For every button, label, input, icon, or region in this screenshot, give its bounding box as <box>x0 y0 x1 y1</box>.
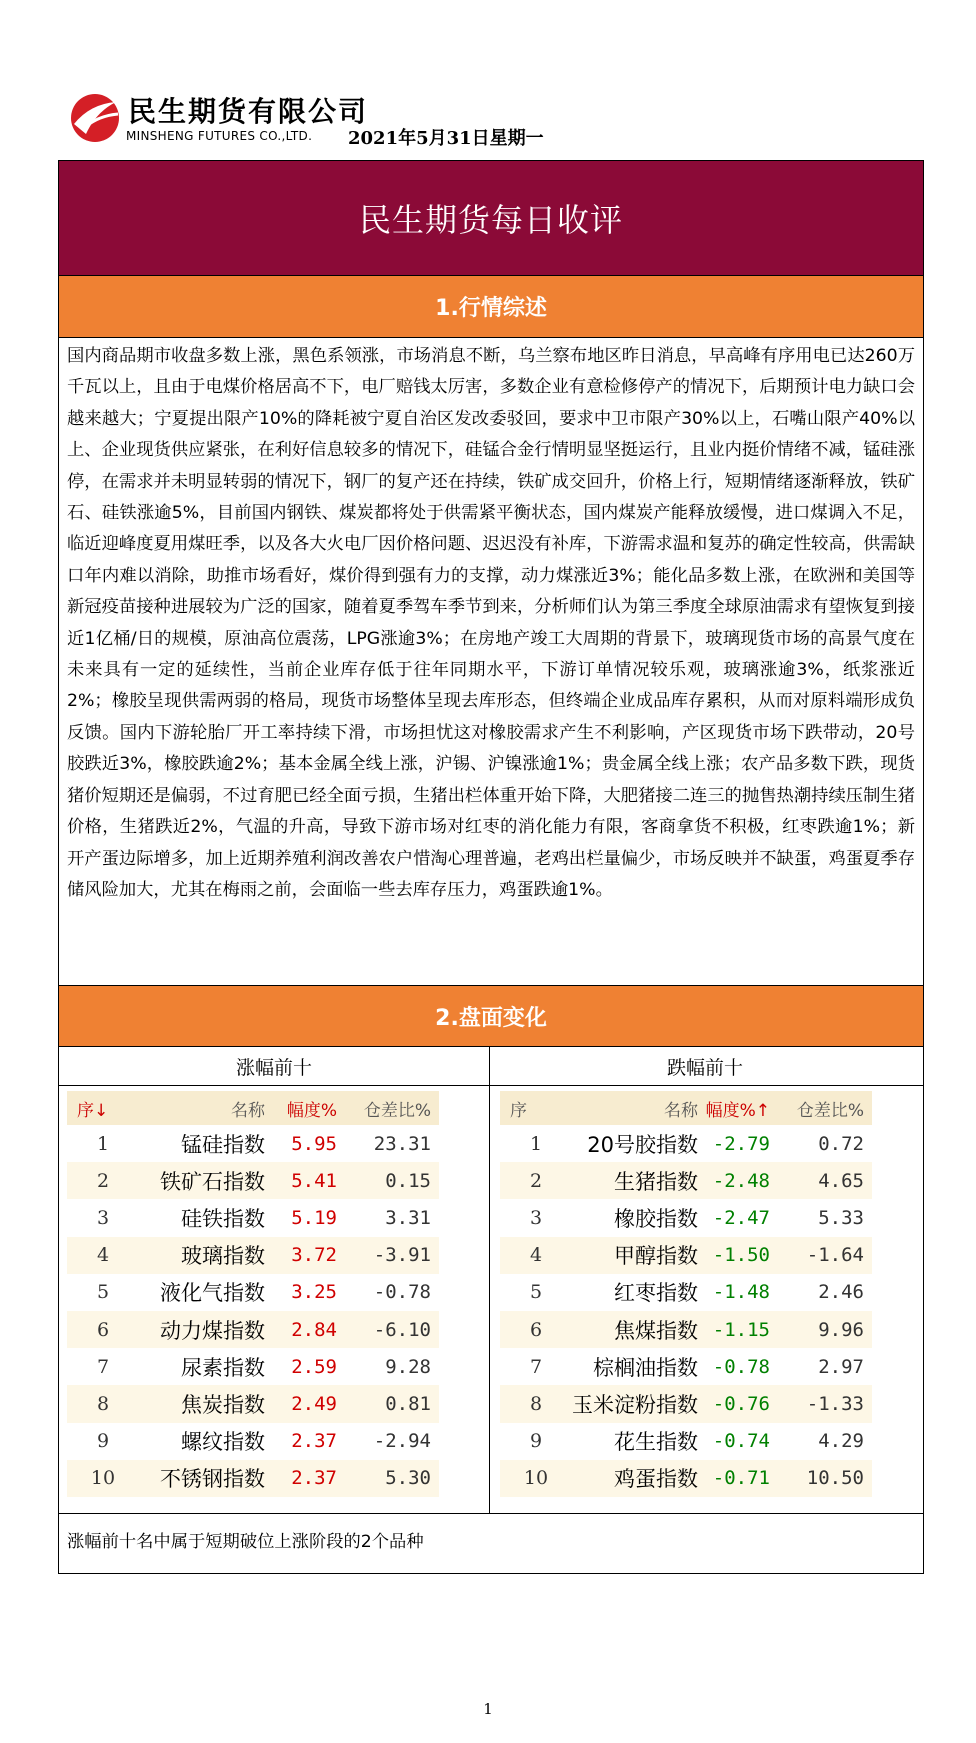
rank-cell: 6 <box>96 1318 110 1341</box>
change-pct-cell: -0.74 <box>712 1430 770 1453</box>
name-cell: 锰硅指数 <box>181 1132 265 1157</box>
rank-cell: 7 <box>529 1355 543 1378</box>
table-row <box>500 1348 872 1385</box>
rank-cell: 6 <box>529 1318 543 1341</box>
column-header-name: 名称 <box>664 1100 698 1121</box>
name-cell: 尿素指数 <box>181 1355 265 1380</box>
table-row <box>67 1423 439 1460</box>
section-heading-board-changes: 2.盘面变化 <box>59 985 923 1047</box>
rank-cell: 3 <box>529 1206 543 1229</box>
name-cell: 红枣指数 <box>614 1281 698 1306</box>
change-pct-cell: -1.50 <box>712 1244 770 1267</box>
rank-cell: 1 <box>96 1132 110 1155</box>
oi-diff-cell: 5.33 <box>818 1206 864 1229</box>
rank-cell: 3 <box>96 1206 110 1229</box>
rank-cell: 9 <box>529 1430 543 1453</box>
name-cell: 硅铁指数 <box>181 1206 265 1231</box>
table-row <box>67 1125 439 1162</box>
column-header-rank: 序↓ <box>77 1100 109 1121</box>
change-pct-cell: -1.48 <box>712 1281 770 1304</box>
table-row <box>67 1348 439 1385</box>
column-header-oi-diff: 仓差比% <box>363 1100 431 1121</box>
table-row <box>67 1460 439 1497</box>
table-row <box>67 1274 439 1311</box>
column-header-rank: 序 <box>510 1100 527 1121</box>
name-cell: 花生指数 <box>614 1430 698 1455</box>
name-cell: 焦炭指数 <box>181 1392 265 1417</box>
footnote-divider-line <box>59 1513 923 1514</box>
oi-diff-cell: 2.97 <box>818 1355 864 1378</box>
name-cell: 20号胶指数 <box>587 1132 698 1157</box>
name-cell: 棕榈油指数 <box>593 1355 698 1380</box>
column-header-name: 名称 <box>231 1100 265 1121</box>
losers-table <box>500 1091 872 1497</box>
table-row <box>500 1311 872 1348</box>
name-cell: 铁矿石指数 <box>160 1169 265 1194</box>
rank-cell: 4 <box>529 1244 543 1267</box>
change-pct-cell: -1.15 <box>712 1318 770 1341</box>
oi-diff-cell: 4.29 <box>818 1430 864 1453</box>
table-row <box>500 1199 872 1236</box>
page-number: 1 <box>483 1700 493 1718</box>
table-row <box>500 1423 872 1460</box>
change-pct-cell: -2.79 <box>712 1132 770 1155</box>
name-cell: 玉米淀粉指数 <box>572 1392 698 1417</box>
report-date: 2021年5月31日星期一 <box>348 128 544 149</box>
oi-diff-cell: -2.94 <box>373 1430 431 1453</box>
report-frame <box>58 160 924 1574</box>
name-cell: 螺纹指数 <box>181 1430 265 1455</box>
rank-cell: 2 <box>96 1169 110 1192</box>
table-row <box>500 1274 872 1311</box>
change-pct-cell: 5.19 <box>291 1206 337 1229</box>
change-pct-cell: 2.37 <box>291 1467 337 1490</box>
oi-diff-cell: -3.91 <box>373 1244 431 1267</box>
oi-diff-cell: 0.72 <box>818 1132 864 1155</box>
name-cell: 甲醇指数 <box>614 1244 698 1269</box>
table-row <box>67 1385 439 1422</box>
change-pct-cell: 2.49 <box>291 1392 337 1415</box>
document-header <box>60 88 940 154</box>
rank-cell: 2 <box>529 1169 543 1192</box>
footnote-text: 涨幅前十名中属于短期破位上涨阶段的2个品种 <box>67 1532 424 1552</box>
oi-diff-cell: 5.30 <box>385 1467 431 1490</box>
table-row <box>500 1237 872 1274</box>
table-row <box>67 1199 439 1236</box>
table-header-row <box>500 1091 872 1125</box>
change-pct-cell: 5.95 <box>291 1132 337 1155</box>
change-pct-cell: -0.78 <box>712 1355 770 1378</box>
column-header-change-pct: 幅度%↑ <box>705 1100 770 1121</box>
rank-cell: 5 <box>529 1281 543 1304</box>
change-pct-cell: -2.48 <box>712 1169 770 1192</box>
company-name-en: MINSHENG FUTURES CO.,LTD. <box>126 129 313 143</box>
section-heading-market-overview: 1.行情综述 <box>59 275 923 338</box>
change-pct-cell: -0.76 <box>712 1392 770 1415</box>
table-row <box>500 1385 872 1422</box>
rank-cell: 8 <box>96 1392 110 1415</box>
change-pct-cell: -0.71 <box>712 1467 770 1490</box>
name-cell: 鸡蛋指数 <box>614 1467 698 1492</box>
change-pct-cell: 5.41 <box>291 1169 337 1192</box>
table-header-row <box>67 1091 439 1125</box>
name-cell: 动力煤指数 <box>160 1318 265 1343</box>
company-logo-icon <box>66 90 124 146</box>
table-row <box>67 1311 439 1348</box>
oi-diff-cell: -6.10 <box>373 1318 431 1341</box>
oi-diff-cell: 0.15 <box>385 1169 431 1192</box>
oi-diff-cell: 2.46 <box>818 1281 864 1304</box>
market-overview-text: 国内商品期市收盘多数上涨，黑色系领涨，市场消息不断，乌兰察布地区昨日消息，早高峰有序用电已达260万千瓦以上，且由于电煤价格居高不下，电厂赔钱太厉害，多数企业有意检修停产的情况下，后期预计电力缺口会越来越大；宁夏提出限产10%的降耗被宁夏自治区发改委驳回，要求中卫市限产30%以上，石嘴山限产40%以上、企业现货供应紧张，在利好信息较多的情况下，硅锰合金行情明显坚挺运行，且业内挺价情绪不减，锰硅涨停，在需求并未明显转弱的情况下，钢厂的复产还在持续，铁矿成交回升，价格上行，短期情绪逐渐释放，铁矿石、硅铁涨逾5%，目前国内钢铁、煤炭都将处于供需紧平衡状态，国内煤炭产能释放缓慢，进口煤调入不足，临近迎峰度夏用煤旺季，以及各大火电厂因价格问题、迟迟没有补库，下游需求温和复苏的确定性较高，供需缺口年内难以消除，助推市场看好，煤价得到强有力的支撑，动力煤涨近3%；能化品多数上涨，在欧洲和美国等新冠疫苗接种进展较为广泛的国家，随着夏季驾车季节到来，分析师们认为第三季度全球原油需求有望恢复到接近1亿桶/日的规模，原油高位震荡，LPG涨逾3%；在房地产竣工大周期的背景下，玻璃现货市场的高景气度在未来具有一定的延续性，当前企业库存低于往年同期水平，下游订单情况较乐观，玻璃涨逾3%，纸浆涨近2%；橡胶呈现供需两弱的格局，现货市场整体呈现去库形态，但终端企业成品库存累积，从而对原料端形成负反馈。国内下游轮胎厂开工率持续下滑，市场担忧这对橡胶需求产生不利影响，产区现货市场下跌带动，20号胶跌近3%，橡胶跌逾2%；基本金属全线上涨，沪锡、沪镍涨逾1%；贵金属全线上涨；农产品多数下跌，现货猪价短期还是偏弱，不过育肥已经全面亏损，生猪出栏体重开始下降，大肥猪接二连三的抛售热潮持续压制生猪价格，生猪跌近2%，气温的升高，导致下游市场对红枣的消化能力有限，客商拿货不积极，红枣跌逾1%；新开产蛋边际增多，加上近期养殖利润改善农户惜淘心理普遍，老鸡出栏量偏少，市场反映并不缺蛋，鸡蛋夏季存储风险加大，尤其在梅雨之前，会面临一些去库存压力，鸡蛋跌逾1%。 <box>67 346 915 900</box>
name-cell: 不锈钢指数 <box>160 1467 265 1492</box>
change-pct-cell: 3.25 <box>291 1281 337 1304</box>
table-row <box>67 1162 439 1199</box>
name-cell: 生猪指数 <box>614 1169 698 1194</box>
change-pct-cell: 3.72 <box>291 1244 337 1267</box>
oi-diff-cell: -1.33 <box>806 1392 864 1415</box>
table-divider <box>489 1047 490 1513</box>
oi-diff-cell: 4.65 <box>818 1169 864 1192</box>
name-cell: 橡胶指数 <box>614 1206 698 1231</box>
oi-diff-cell: 23.31 <box>373 1132 431 1155</box>
rank-cell: 10 <box>90 1467 116 1490</box>
table-divider-line <box>59 1085 923 1086</box>
oi-diff-cell: 9.28 <box>385 1355 431 1378</box>
table-row <box>500 1460 872 1497</box>
change-pct-cell: -2.47 <box>712 1206 770 1229</box>
rank-cell: 10 <box>523 1467 549 1490</box>
gainers-table <box>67 1091 439 1497</box>
rank-cell: 5 <box>96 1281 110 1304</box>
gainers-title: 涨幅前十 <box>235 1057 312 1079</box>
rank-cell: 9 <box>96 1430 110 1453</box>
name-cell: 玻璃指数 <box>181 1244 265 1269</box>
name-cell: 液化气指数 <box>160 1281 265 1306</box>
table-row <box>500 1162 872 1199</box>
rank-cell: 1 <box>529 1132 543 1155</box>
change-pct-cell: 2.37 <box>291 1430 337 1453</box>
table-row <box>500 1125 872 1162</box>
oi-diff-cell: 10.50 <box>806 1467 864 1490</box>
oi-diff-cell: 3.31 <box>385 1206 431 1229</box>
column-header-change-pct: 幅度% <box>286 1100 337 1121</box>
column-header-oi-diff: 仓差比% <box>796 1100 864 1121</box>
table-row <box>67 1237 439 1274</box>
report-title: 民生期货每日收评 <box>59 161 923 275</box>
rank-cell: 4 <box>96 1244 110 1267</box>
oi-diff-cell: -1.64 <box>806 1244 864 1267</box>
change-pct-cell: 2.84 <box>291 1318 337 1341</box>
company-name-cn: 民生期货有限公司 <box>128 95 369 128</box>
name-cell: 焦煤指数 <box>614 1318 698 1343</box>
rank-cell: 8 <box>529 1392 543 1415</box>
oi-diff-cell: 0.81 <box>385 1392 431 1415</box>
ranking-tables <box>59 1047 923 1513</box>
change-pct-cell: 2.59 <box>291 1355 337 1378</box>
oi-diff-cell: 9.96 <box>818 1318 864 1341</box>
rank-cell: 7 <box>96 1355 110 1378</box>
oi-diff-cell: -0.78 <box>373 1281 431 1304</box>
losers-title: 跌幅前十 <box>666 1057 743 1079</box>
